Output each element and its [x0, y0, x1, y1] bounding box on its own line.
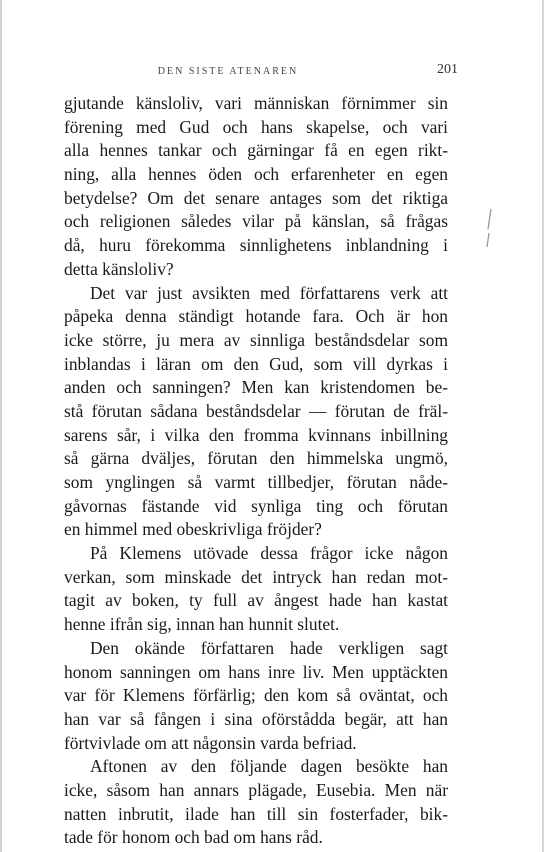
- text-line: som ynglingen så varmt tillbedjer, förutan nåde-: [64, 472, 448, 492]
- text-line: då, huru förekomma sinnlighetens inblandning i: [64, 235, 448, 256]
- text-line: så gärna dväljes, förutan den himmelska ungmö,: [64, 448, 448, 469]
- text-line: sarens sår, i vilka den fromma kvinnans inbillning: [64, 424, 448, 445]
- running-head: DEN SISTE ATENAREN: [157, 66, 299, 77]
- text-line: förening med Gud och hans skapelse, och vari: [64, 116, 448, 137]
- text-line: påpeka denna ständigt hotande fara. Och är hon: [64, 306, 448, 327]
- text-line: gåvornas fästande vid synliga ting och förutan: [64, 495, 448, 516]
- text-line: gjutande känsloliv, vari människan förnimmer sin: [64, 93, 448, 113]
- text-line: och religionen således vilar på känslan, så frågas: [64, 211, 448, 232]
- text-line: icke, såsom han annars plägade, Eusebia. Men när: [64, 779, 448, 800]
- body-text: [64, 92, 448, 850]
- text-line: inblandas i läran om den Gud, som vill dyrkas i: [64, 353, 448, 374]
- text-line: Den okände författaren hade verkligen sagt: [90, 637, 448, 658]
- text-line: förtvivlade om att någonsin varda befriad.: [64, 732, 357, 753]
- text-line: natten inbrutit, ilade han till sin fosterfader, bik-: [64, 803, 448, 824]
- text-line: tade för honom och bad om hans råd.: [64, 827, 323, 848]
- text-line: ning, alla hennes öden och erfarenheter en egen: [64, 164, 448, 185]
- text-line: Det var just avsikten med författarens verk att: [90, 282, 448, 303]
- text-line: honom sanningen om hans inre liv. Men upptäckten: [64, 661, 448, 682]
- text-line: icke större, ju mera av sinnliga beståndsdelar som: [64, 329, 448, 350]
- page-number: 201: [437, 62, 458, 77]
- text-line: Aftonen av den följande dagen besökte han: [90, 756, 448, 777]
- text-line: en himmel med obeskrivliga fröjder?: [64, 519, 322, 540]
- text-line: verkan, som minskade det intryck han redan mot-: [64, 566, 448, 587]
- text-line: stå förutan sådana beståndsdelar — förutan de fräl-: [64, 400, 448, 421]
- text-line: han var så fången i sina oförstådda begär, att han: [64, 708, 448, 729]
- text-line: henne ifrån sig, innan han hunnit slutet.: [64, 614, 340, 635]
- text-line: alla hennes tankar och gärningar få en egen rikt-: [64, 140, 448, 161]
- text-line: tagit av boken, ty full av ångest hade han kastat: [64, 590, 448, 611]
- margin-pencil-mark: [482, 207, 496, 251]
- text-line: anden och sanningen? Men kan kristendomen be-: [64, 377, 448, 398]
- text-line: detta känsloliv?: [64, 258, 174, 279]
- text-line: var för Klemens förfärlig; den kom så oväntat, och: [64, 685, 448, 706]
- text-line: betydelse? Om det senare antages som det riktiga: [64, 187, 448, 208]
- text-line: På Klemens utövade dessa frågor icke någon: [90, 543, 448, 564]
